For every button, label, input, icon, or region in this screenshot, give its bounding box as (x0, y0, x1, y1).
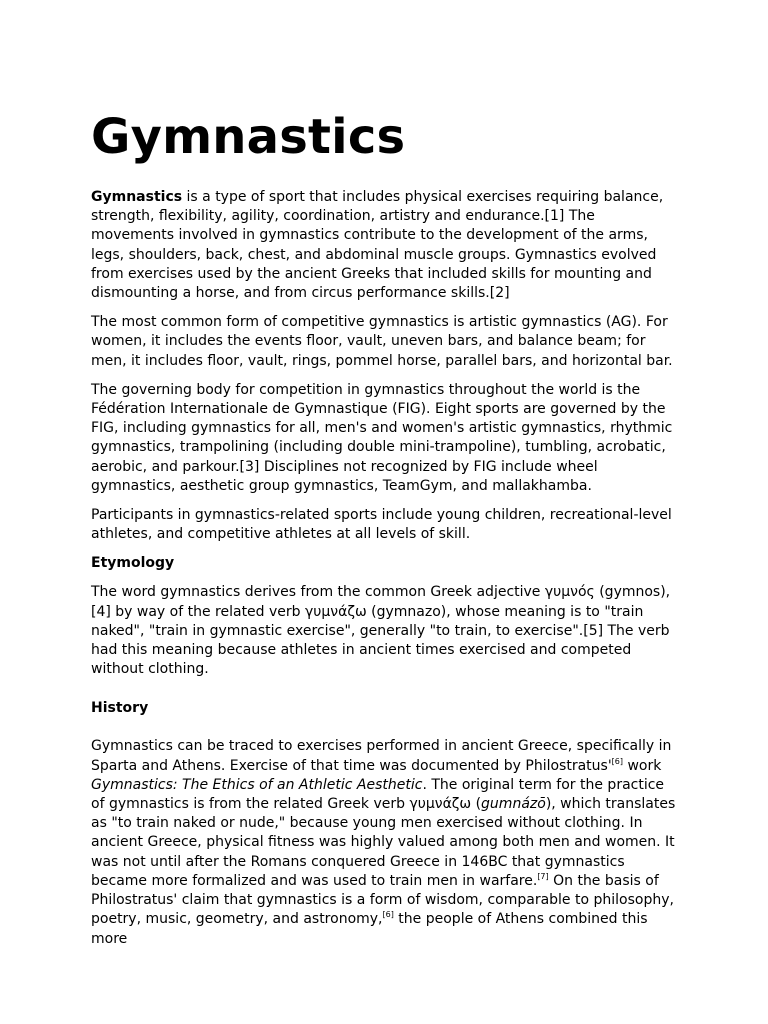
citation-7[interactable]: [7] (537, 871, 549, 881)
transliteration: gumnázō (481, 796, 546, 813)
history-text: the people of Athens combined this more (91, 911, 648, 947)
history-text: ), which translates as "to train naked or nude," because young men exercised without clothing. In ancient Greece, physical fitness was highly valued among both men and women. It was not until after the Romans conquered Greece in 146BC that gymnastics became more formalized and was used to train men in warfare. (91, 796, 676, 889)
intro-text: is a type of sport that includes physical exercises requiring balance, strength, flexibility, agility, coordination, artistry and endurance.[1] The movements involved in gymnastics contribute to the development of the arms, legs, shoulders, back, chest, and abdominal muscle groups. Gymnastics evolved from exercises used by the ancient Greeks that included skills for mounting and dismounting a horse, and from circus performance skills.[2] (91, 189, 664, 302)
competitive-paragraph: The most common form of competitive gymnastics is artistic gymnastics (AG). For women, it includes the events floor, vault, uneven bars, and balance beam; for men, it includes floor, vault, rings, pommel horse, parallel bars, and horizontal bar. (91, 314, 673, 369)
etymology-paragraph: The word gymnastics derives from the common Greek adjective γυμνός (gymnos),[4] by way of the related verb γυμνάζω (gymnazo), whose meaning is to "train naked", "train in gymnastic exercise", generally "to train, to exercise".[5] The verb had this meaning because athletes in ancient times exercised and competed without clothing. (91, 584, 671, 678)
intro-paragraph (91, 188, 681, 303)
history-heading: History (91, 700, 149, 717)
governing-body-paragraph: The governing body for competition in gymnastics throughout the world is the Fédération Internationale de Gymnastique (FIG). Eight sports are governed by the FIG, including gymnastics for all, men's and women's artistic gymnastics, rhythmic gymnastics, trampolining (including double mini-trampoline), tumbling, acrobatic, aerobic, and parkour.[3] Disciplines not recognized by FIG include wheel gymnastics, aesthetic group gymnastics, TeamGym, and mallakhamba. (91, 381, 673, 494)
history-text: Gymnastics can be traced to exercises performed in ancient Greece, specifically in Sparta and Athens. Exercise of that time was documented by Philostratus' (91, 738, 672, 774)
intro-term: Gymnastics (91, 189, 183, 205)
history-text: On the basis of Philostratus' claim that gymnastics is a form of wisdom, comparable to philosophy, poetry, music, geometry, and astronomy, (91, 872, 674, 928)
book-title: Gymnastics: The Ethics of an Athletic Aesthetic (91, 776, 423, 793)
participants-paragraph: Participants in gymnastics-related sports include young children, recreational-level athletes, and competitive athletes at all levels of skill. (91, 507, 672, 543)
history-text: work (623, 757, 662, 774)
article (91, 108, 681, 959)
citation-6[interactable]: [6] (611, 756, 624, 766)
etymology-heading: Etymology (91, 555, 175, 572)
page-title: Gymnastics (91, 109, 406, 165)
history-text: . The original term for the practice of gymnastics is from the related Greek verb γυμνάζω ( (91, 776, 665, 813)
history-paragraph (91, 737, 681, 948)
citation-6[interactable]: [6] (382, 910, 394, 920)
